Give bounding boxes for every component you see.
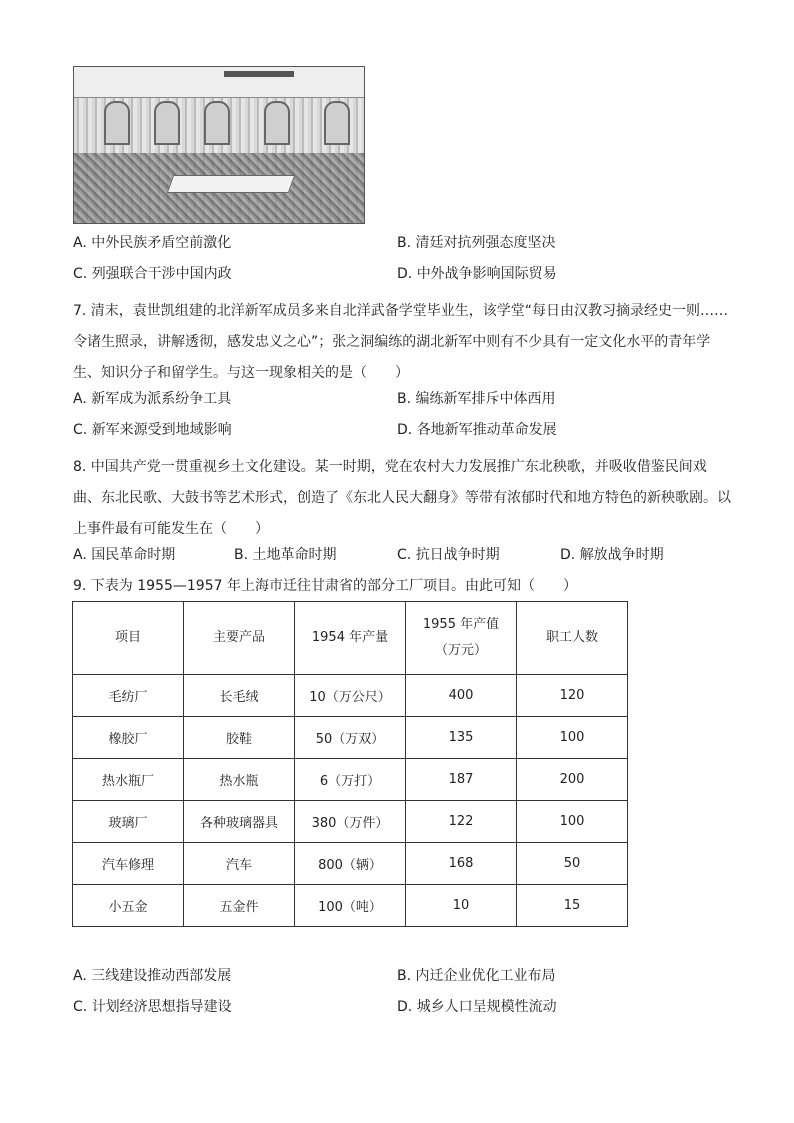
table-cell: 135 <box>406 717 517 759</box>
table-row <box>73 717 628 759</box>
option-letter: D. <box>560 547 576 563</box>
option-letter: C. <box>73 266 88 282</box>
table-cell: 10 <box>406 885 517 927</box>
option-text: 清廷对抗列强态度坚决 <box>415 235 556 251</box>
option-text: 编练新军排斥中体西用 <box>415 391 556 407</box>
table-header-text: 1955 年产值（万元） <box>422 617 500 658</box>
table-cell: 200 <box>517 759 628 801</box>
table-cell: 380（万件） <box>295 801 406 843</box>
q6-option-d[interactable] <box>397 265 557 283</box>
option-letter: A. <box>73 235 87 251</box>
q6-option-b[interactable] <box>397 234 556 252</box>
option-letter: C. <box>73 999 88 1015</box>
table-cell: 50（万双） <box>295 717 406 759</box>
q8-option-c[interactable] <box>397 546 500 564</box>
illustration-caption-mark <box>224 71 294 77</box>
q6-option-a[interactable] <box>73 234 231 252</box>
option-text: 新军成为派系纷争工具 <box>91 391 232 407</box>
table-cell: 100 <box>517 717 628 759</box>
option-text: 中外民族矛盾空前激化 <box>91 235 232 251</box>
table-cell: 小五金 <box>73 885 184 927</box>
illustration-arch <box>324 101 350 145</box>
illustration-arch <box>154 101 180 145</box>
option-letter: B. <box>397 968 412 984</box>
q9-stem: 9. 下表为 1955—1957 年上海市迁往甘肃省的部分工厂项目。由此可知（ ） <box>73 578 577 594</box>
option-text: 中外战争影响国际贸易 <box>416 266 557 282</box>
illustration-arch <box>264 101 290 145</box>
table-cell: 各种玻璃器具 <box>184 801 295 843</box>
table-header-cell <box>406 602 517 675</box>
table-cell: 100（吨） <box>295 885 406 927</box>
table-row <box>73 801 628 843</box>
table-cell: 10（万公尺） <box>295 675 406 717</box>
table-row <box>73 759 628 801</box>
option-text: 土地革命时期 <box>252 547 337 563</box>
option-letter: D. <box>397 266 413 282</box>
table-header-cell: 职工人数 <box>517 602 628 675</box>
q7-option-b[interactable] <box>397 390 556 408</box>
option-letter: C. <box>397 547 412 563</box>
table-cell: 15 <box>517 885 628 927</box>
table-header-cell: 项目 <box>73 602 184 675</box>
table-cell: 五金件 <box>184 885 295 927</box>
table-cell: 120 <box>517 675 628 717</box>
table-cell: 汽车 <box>184 843 295 885</box>
option-text: 国民革命时期 <box>91 547 176 563</box>
q7-option-a[interactable] <box>73 390 231 408</box>
table-header-cell: 主要产品 <box>184 602 295 675</box>
option-letter: C. <box>73 422 88 438</box>
option-letter: A. <box>73 391 87 407</box>
option-text: 新军来源受到地域影响 <box>91 422 232 438</box>
illustration-table <box>167 175 296 193</box>
option-letter: B. <box>234 547 249 563</box>
option-letter: A. <box>73 968 87 984</box>
table-cell: 100 <box>517 801 628 843</box>
q8-option-a[interactable] <box>73 546 175 564</box>
table-cell: 400 <box>406 675 517 717</box>
q6-option-c[interactable] <box>73 265 232 283</box>
option-text: 抗日战争时期 <box>415 547 500 563</box>
table-cell: 汽车修理 <box>73 843 184 885</box>
option-text: 计划经济思想指导建设 <box>91 999 232 1015</box>
factory-relocation-table <box>72 601 628 927</box>
table-cell: 50 <box>517 843 628 885</box>
option-letter: D. <box>397 999 413 1015</box>
q8-stem: 8. 中国共产党一贯重视乡土文化建设。某一时期，党在农村大力发展推广东北秧歌，并吸收借鉴民间戏曲、东北民歌、大鼓书等艺术形式，创造了《东北人民大翻身》等带有浓郁时代和地方特色的新秧歌剧。以上事件最有可能发生在（ ） <box>73 459 731 537</box>
table-header-cell: 1954 年产量 <box>295 602 406 675</box>
table-row <box>73 843 628 885</box>
table-cell: 800（辆） <box>295 843 406 885</box>
table-cell: 毛纺厂 <box>73 675 184 717</box>
option-text: 列强联合干涉中国内政 <box>91 266 232 282</box>
q9-option-c[interactable] <box>73 998 232 1016</box>
option-letter: D. <box>397 422 413 438</box>
option-text: 三线建设推动西部发展 <box>91 968 232 984</box>
illustration-arch <box>104 101 130 145</box>
table-cell: 热水瓶 <box>184 759 295 801</box>
table-cell: 168 <box>406 843 517 885</box>
q8-option-b[interactable] <box>234 546 337 564</box>
historical-illustration <box>73 66 365 224</box>
option-letter: B. <box>397 391 412 407</box>
q7-stem: 7. 清末，袁世凯组建的北洋新军成员多来自北洋武备学堂毕业生，该学堂“每日由汉教习摘录经史一则……令诸生照录，讲解透彻，感发忠义之心”；张之洞编练的湖北新军中则有不少具有一定文化水平的青年学生、知识分子和留学生。与这一现象相关的是（ ） <box>73 303 729 381</box>
q8-option-d[interactable] <box>560 546 664 564</box>
table-cell: 胶鞋 <box>184 717 295 759</box>
table-row <box>73 675 628 717</box>
option-letter: B. <box>397 235 412 251</box>
table-cell: 热水瓶厂 <box>73 759 184 801</box>
q9-option-d[interactable] <box>397 998 557 1016</box>
option-text: 解放战争时期 <box>579 547 664 563</box>
option-text: 各地新军推动革命发展 <box>416 422 557 438</box>
q7-option-d[interactable] <box>397 421 557 439</box>
table-cell: 玻璃厂 <box>73 801 184 843</box>
table-cell: 122 <box>406 801 517 843</box>
option-text: 内迁企业优化工业布局 <box>415 968 556 984</box>
illustration-roof <box>74 67 364 98</box>
illustration-arch <box>204 101 230 145</box>
q7-option-c[interactable] <box>73 421 232 439</box>
q9-option-a[interactable] <box>73 967 231 985</box>
option-text: 城乡人口呈规模性流动 <box>416 999 557 1015</box>
table-header-row <box>73 602 628 675</box>
table-cell: 长毛绒 <box>184 675 295 717</box>
q9-option-b[interactable] <box>397 967 556 985</box>
table-cell: 橡胶厂 <box>73 717 184 759</box>
table-row <box>73 885 628 927</box>
table-cell: 6（万打） <box>295 759 406 801</box>
option-letter: A. <box>73 547 87 563</box>
table-cell: 187 <box>406 759 517 801</box>
